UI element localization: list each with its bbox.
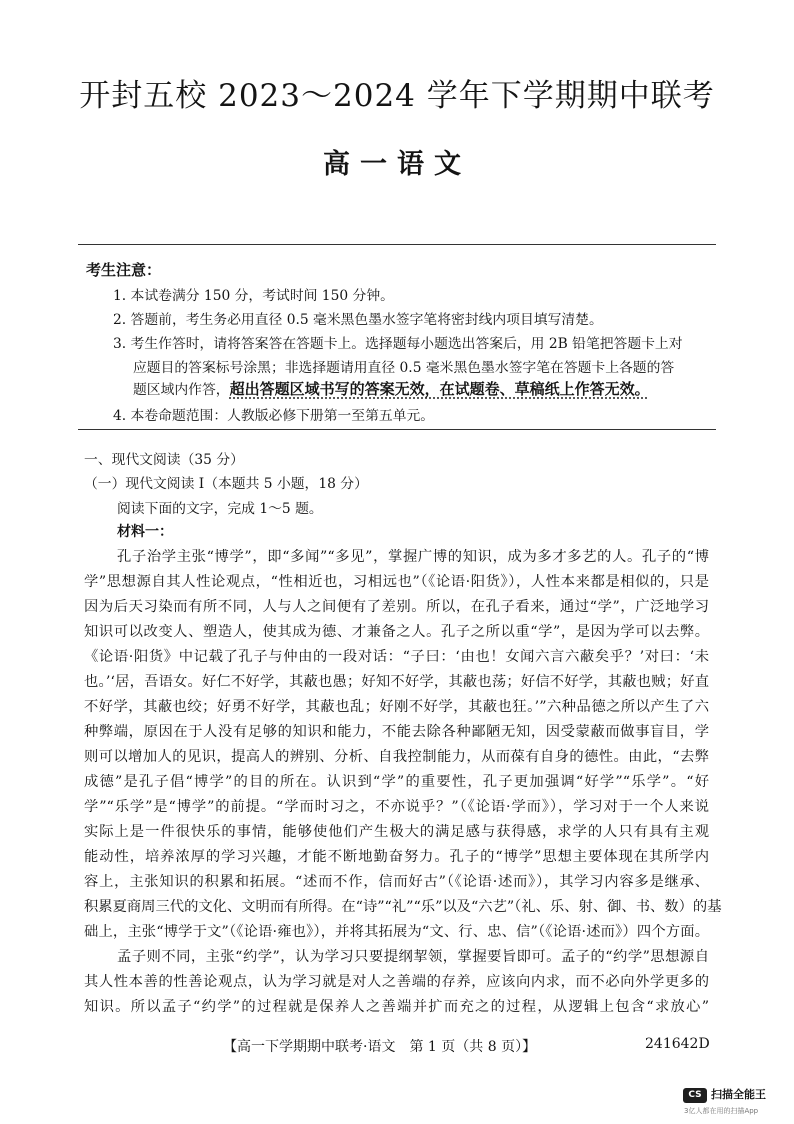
notice-item-2: 2. 答题前，考生务必用直径 0.5 毫米黑色墨水签字笔将密封线内项目填写清楚。 (113, 312, 603, 328)
section-heading: 一、现代文阅读（35 分） (84, 452, 244, 468)
passage-line: 知识可以改变人、塑造人，使其成为德、才兼备之人。孔子之所以重“学”，是因为学可以去弊。 (84, 624, 709, 640)
footer-page-info: 【高一下学期期中联考·语文 第 1 页（共 8 页）】 (223, 1039, 537, 1055)
notice-heading: 考生注意： (86, 261, 162, 279)
exam-title: 开封五校 2023～2024 学年下学期期中联考 (79, 78, 715, 114)
sub-section-heading: （一）现代文阅读 Ⅰ（本题共 5 小题，18 分） (84, 476, 368, 492)
subject-title: 高一语文 (323, 149, 471, 180)
passage-line: 能动性，培养浓厚的学习兴趣，才能不断地勤奋努力。孔子的“博学”思想主要体现在其所学内 (84, 849, 709, 865)
notice-item-4: 4. 本卷命题范围：人教版必修下册第一至第五单元。 (113, 408, 435, 424)
notice-item-1: 1. 本试卷满分 150 分，考试时间 150 分钟。 (113, 288, 394, 304)
passage-line: 知识。所以孟子“约学”的过程就是保养人之善端并扩而充之的过程，从逻辑上包含“求放心” (84, 999, 709, 1015)
top-divider (78, 244, 716, 245)
passage-line: 其人性本善的性善论观点，认为学习就是对人之善端的存养，应该向内求，而不必向外学更多的 (84, 974, 709, 990)
scanner-label: 扫描全能王 (711, 1088, 766, 1101)
passage-line: 容上，主张知识的积累和拓展。“述而不作，信而好古”（《论语·述而》），其学习内容多是继承、 (84, 874, 709, 890)
passage-line: 不好学，其蔽也绞；好勇不好学，其蔽也乱；好刚不好学，其蔽也狂。’”六种品德之所以产生了六 (84, 699, 709, 715)
footer-code: 241642D (645, 1036, 710, 1052)
passage-line: 《论语·阳货》中记载了孔子与仲由的一段对话：“子曰：‘由也！女闻六言六蔽矣乎？’对曰：‘未 (84, 649, 709, 665)
passage-line: 础上，主张“博学于文”（《论语·雍也》），并将其拓展为“文、行、忠、信”（《论语·述而》）四个方面。 (84, 924, 709, 940)
passage-line: 孟子则不同，主张“约学”，认为学习只要提纲挈领，掌握要旨即可。孟子的“约学”思想源自 (117, 949, 709, 965)
reading-instruction: 阅读下面的文字，完成 1～5 题。 (117, 501, 323, 517)
passage-line: 因为后天习染而有所不同，人与人之间便有了差别。所以，在孔子看来，通过“学”，广泛地学习 (84, 599, 709, 615)
notice-item-3-cont-2 (133, 378, 650, 399)
passage-line: 则可以增加人的见识，提高人的辨别、分析、自我控制能力，从而葆有自身的德性。由此，“去弊 (84, 749, 709, 765)
passage-line: 孔子治学主张“博学”，即“多闻”“多见”，掌握广博的知识，成为多才多艺的人。孔子的“博 (117, 549, 709, 565)
notice-divider (78, 429, 716, 430)
passage-line: 种弊端，原因在于人没有足够的知识和能力，不能去除各种鄙陋无知，因受蒙蔽而做事盲目，学 (84, 724, 709, 740)
passage-line: 成德”是孔子倡“博学”的目的所在。认识到“学”的重要性，孔子更加强调“好学”“乐学”。“好 (84, 774, 709, 790)
passage-line: 也。’‘居，吾语女。好仁不好学，其蔽也愚；好知不好学，其蔽也荡；好信不好学，其蔽也贼；好直 (84, 674, 709, 690)
scanner-tagline: 3亿人都在用的扫描App (684, 1107, 759, 1115)
notice-item-3-cont: 应题目的答案标号涂黑；非选择题请用直径 0.5 毫米黑色墨水签字笔在答题卡上各题的答 (133, 360, 675, 376)
notice-emphasis: 超出答题区域书写的答案无效，在试题卷、草稿纸上作答无效。 (229, 380, 650, 398)
notice-item-3-text: 题区域内作答， (133, 382, 230, 398)
notice-item-3: 3. 考生作答时，请将答案答在答题卡上。选择题每小题选出答案后，用 2B 铅笔把答题卡上对 (113, 336, 683, 352)
passage-line: 学”思想源自其人性论观点，“性相近也，习相远也”（《论语·阳货》），人性本来都是相似的，只是 (84, 574, 709, 590)
passage-line: 积累夏商周三代的文化、文明而有所得。在“诗”“礼”“乐”以及“六艺”（礼、乐、射、御、书、数）的基 (84, 899, 722, 915)
scanner-logo-icon: CS (683, 1088, 707, 1103)
passage-line: 实际上是一件很快乐的事情，能够使他们产生极大的满足感与获得感，求学的人只有具有主观 (84, 824, 709, 840)
passage-line: 学”“乐学”是“博学”的前提。“学而时习之，不亦说乎？”（《论语·学而》），学习对于一个人来说 (84, 799, 709, 815)
material-label: 材料一： (117, 524, 173, 540)
